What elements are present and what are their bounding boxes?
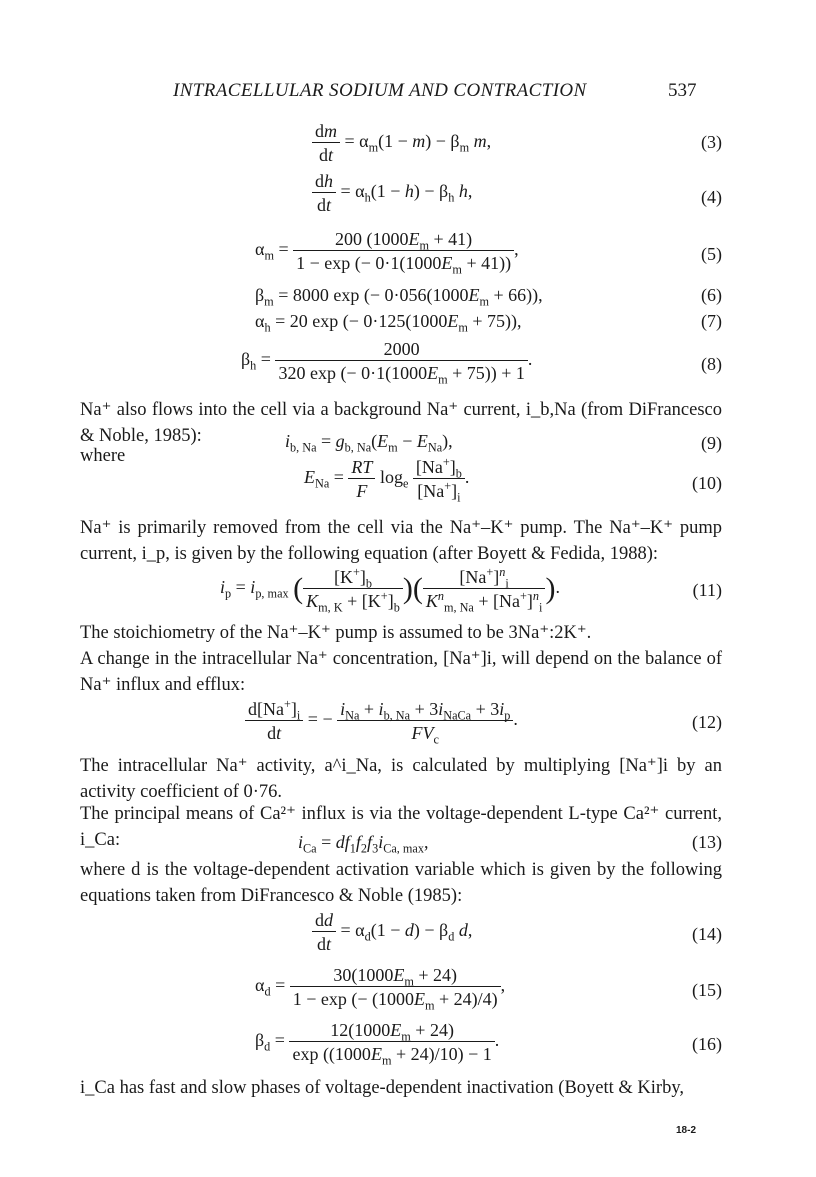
equation-number: (13) (692, 832, 722, 852)
equation-9: $i_{b, Na} = g_{b, Na}(E_m - E_{Na})$, (285, 431, 453, 455)
equation-4: $\frac{dh}{dt}$ = $\alpha_h(1 - h) - \beta_h$ h, (312, 172, 472, 214)
equation-5: $\alpha_m$ = $\frac{200 (1000E_m + 41)}{1 - \exp (- 0\cdot 1(1000E_m + 41))}$ , (255, 229, 519, 277)
equation-12: $\frac{d[Na^+]_i}{dt}$ = − $\frac{i_{Na} + i_{b, Na} + 3i_{NaCa} + 3i_p}{FV_c}$ . (245, 700, 518, 742)
equation-7: $\alpha_h = 20$ exp (− $0\cdot 125(1000E_m + 75)$), (255, 311, 522, 335)
paragraph-stoichiometry: The stoichiometry of the Na⁺–K⁺ pump is assumed to be 3Na⁺:2K⁺. (80, 623, 592, 643)
equation-6: $\beta_m = 8000$ exp (− $0\cdot 056(1000E_m + 66)$), (255, 285, 543, 309)
equation-11: $i_p = i_{p, max}$ ( $\frac{[K^+]_b}{K_{m, K} + [K^+]_b}$ )( $\frac{[Na^+]^n_i}{K^n_{m, Na} + [Na^+]^n_i}$ ). (220, 565, 560, 615)
paragraph-pump: Na⁺ is primarily removed from the cell via the Na⁺–K⁺ pump. The Na⁺–K⁺ pump current, i_p, is given by the following equation (after Boyett & Fedida, 1988): (80, 518, 722, 564)
equation-14: $\frac{dd}{dt}$ = $\alpha_d(1 - d) - \beta_d$ d, (312, 911, 472, 953)
equation-number: (15) (692, 980, 722, 1000)
equation-16: $\beta_d$ = $\frac{12(1000E_m + 24)}{\exp ((1000E_m + 24)/10) - 1}$ . (255, 1020, 500, 1068)
paragraph-calcium: The principal means of Ca²⁺ influx is via the voltage-dependent L-type Ca²⁺ current, i_Ca: (80, 804, 722, 850)
equation-3: $\frac{dm}{dt}$ = $\alpha_m(1 - m) - \beta_m$ m, (312, 122, 491, 164)
equation-number: (9) (701, 433, 722, 453)
running-title: INTRACELLULAR SODIUM AND CONTRACTION (173, 80, 587, 101)
equation-number: (3) (701, 132, 722, 152)
equation-8: $\beta_h$ = $\frac{2000}{320 \exp (- 0\cdot 1(1000E_m + 75)) + 1}$ . (241, 339, 533, 387)
paragraph-inactivation: i_Ca has fast and slow phases of voltage-dependent inactivation (Boyett & Kirby, (80, 1078, 685, 1098)
paragraph-concentration-change: A change in the intracellular Na⁺ concentration, [Na⁺]i, will depend on the balance of Na⁺ influx and efflux: (80, 649, 722, 695)
equation-10: $E_{Na}$ = $\frac{RT}{F}$ $\log_e$ $\frac{[Na^+]_b}{[Na^+]_i}$ . (304, 455, 470, 505)
equation-15: $\alpha_d$ = $\frac{30(1000E_m + 24)}{1 - \exp (- (1000E_m + 24)/4)}$ , (255, 965, 506, 1013)
page-number: 537 (668, 80, 697, 101)
equation-number: (5) (701, 244, 722, 264)
equation-number: (4) (701, 187, 722, 207)
equation-number: (12) (692, 712, 722, 732)
equation-13: $i_{Ca} = df_1f_2f_3i_{Ca, max}$, (298, 832, 429, 856)
equation-number: (14) (692, 924, 722, 944)
equation-number: (8) (701, 354, 722, 374)
equation-number: (6) (701, 285, 722, 305)
equation-number: (10) (692, 473, 722, 493)
equation-number: (16) (692, 1034, 722, 1054)
where-label: where (80, 446, 126, 466)
equation-number: (11) (692, 580, 722, 600)
signature-mark: 18-2 (676, 1125, 697, 1136)
paragraph-activation-variable: where d is the voltage-dependent activation variable which is given by the following equations taken from DiFrancesco & Noble (1985): (80, 860, 722, 906)
equation-number: (7) (701, 311, 722, 331)
paragraph-activity: The intracellular Na⁺ activity, a^i_Na, is calculated by multiplying [Na⁺]i by an activity coefficient of 0·76. (80, 756, 722, 802)
paragraph-background-current: Na⁺ also flows into the cell via a background Na⁺ current, i_b,Na (from DiFrancesco & Noble, 1985): (80, 400, 722, 446)
